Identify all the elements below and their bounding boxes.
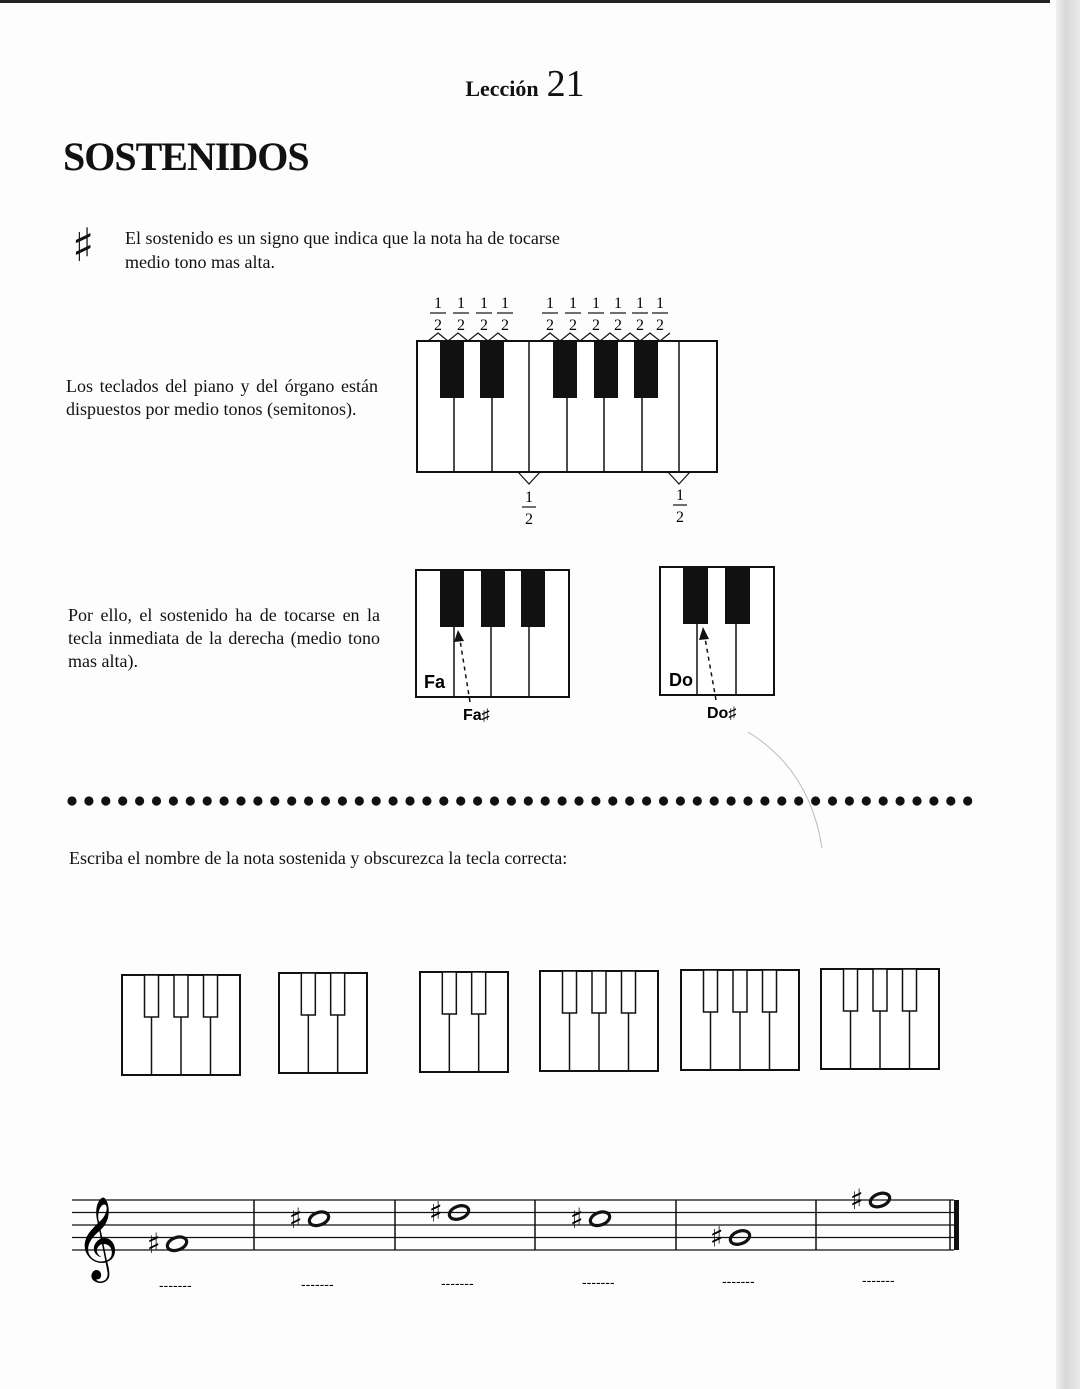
separator-dot <box>67 796 76 805</box>
separator-dot <box>84 796 93 805</box>
separator-dot <box>135 796 144 805</box>
black-key[interactable] <box>204 975 218 1017</box>
separator-dot <box>727 796 736 805</box>
separator-dot <box>811 796 820 805</box>
separator-dot <box>912 796 921 805</box>
sharp-symbol-icon: ♯ <box>72 218 95 272</box>
black-key[interactable] <box>592 971 606 1013</box>
separator-dot <box>220 796 229 805</box>
black-key[interactable] <box>903 969 917 1011</box>
lesson-number: 21 <box>546 63 585 105</box>
separator-dot <box>422 796 431 805</box>
semitone-keyboard <box>417 295 717 528</box>
answer-blank[interactable]: ------- <box>301 1276 334 1292</box>
exercise-keyboard[interactable] <box>540 971 658 1071</box>
black-key[interactable] <box>331 973 345 1015</box>
sharp-accidental-icon: ♯ <box>147 1226 161 1260</box>
separator-dot <box>642 796 651 805</box>
half-denominator: 2 <box>525 511 533 528</box>
black-key[interactable] <box>844 969 858 1011</box>
sharp-accidental-icon: ♯ <box>289 1201 303 1235</box>
exercise-keyboard[interactable] <box>279 973 367 1073</box>
separator-dot <box>405 796 414 805</box>
separator-dot <box>743 796 752 805</box>
separator-dot <box>625 796 634 805</box>
answer-blank[interactable]: ------- <box>441 1275 474 1291</box>
exercise-keyboards <box>122 969 939 1075</box>
do-sharp-example <box>660 567 822 848</box>
separator-dot <box>355 796 364 805</box>
exercise-keyboard[interactable] <box>681 970 799 1070</box>
half-numerator: 1 <box>434 295 442 312</box>
half-numerator: 1 <box>457 295 465 312</box>
separator-dot <box>794 796 803 805</box>
half-numerator: 1 <box>525 489 533 506</box>
separator-dot <box>169 796 178 805</box>
half-numerator: 1 <box>569 295 577 312</box>
separator-dot <box>710 796 719 805</box>
black-key[interactable] <box>301 973 315 1015</box>
answer-blank[interactable]: ------- <box>159 1277 192 1293</box>
separator-dot <box>541 796 550 805</box>
separator-dot <box>287 796 296 805</box>
separator-dot <box>118 796 127 805</box>
half-denominator: 2 <box>676 509 684 526</box>
example-sharp-label: Do♯ <box>707 705 737 722</box>
dotted-separator <box>67 796 972 805</box>
black-key[interactable] <box>145 975 159 1017</box>
separator-dot <box>439 796 448 805</box>
separator-dot <box>507 796 516 805</box>
separator-dot <box>608 796 617 805</box>
black-key[interactable] <box>704 970 718 1012</box>
separator-dot <box>659 796 668 805</box>
separator-dot <box>591 796 600 805</box>
exercise-keyboard[interactable] <box>122 975 240 1075</box>
separator-dot <box>862 796 871 805</box>
black-key[interactable] <box>873 969 887 1011</box>
example-natural-label: Fa <box>424 672 446 692</box>
black-key[interactable] <box>563 971 577 1013</box>
separator-dot <box>321 796 330 805</box>
sharp-accidental-icon: ♯ <box>710 1220 724 1254</box>
sharp-accidental-icon: ♯ <box>429 1195 443 1229</box>
half-numerator: 1 <box>676 487 684 504</box>
separator-dot <box>152 796 161 805</box>
keyboard-paragraph: Los teclados del piano y del órgano están dispuestos por medio tonos (semitonos). <box>66 376 378 419</box>
sharp-accidental-icon: ♯ <box>570 1201 584 1235</box>
separator-dot <box>456 796 465 805</box>
separator-dot <box>777 796 786 805</box>
half-denominator: 2 <box>614 317 622 334</box>
fa-sharp-example <box>416 570 569 724</box>
music-staff <box>72 1183 959 1293</box>
separator-dot <box>186 796 195 805</box>
example-sharp-label: Fa♯ <box>463 707 490 724</box>
half-denominator: 2 <box>569 317 577 334</box>
answer-blank[interactable]: ------- <box>722 1273 755 1289</box>
half-numerator: 1 <box>592 295 600 312</box>
separator-dot <box>338 796 347 805</box>
separator-dot <box>101 796 110 805</box>
black-key[interactable] <box>472 972 486 1014</box>
half-denominator: 2 <box>636 317 644 334</box>
separator-dot <box>270 796 279 805</box>
half-denominator: 2 <box>501 317 509 334</box>
half-denominator: 2 <box>480 317 488 334</box>
separator-dot <box>490 796 499 805</box>
separator-dot <box>372 796 381 805</box>
half-denominator: 2 <box>592 317 600 334</box>
separator-dot <box>760 796 769 805</box>
separator-dot <box>236 796 245 805</box>
separator-dot <box>676 796 685 805</box>
black-key[interactable] <box>174 975 188 1017</box>
separator-dot <box>929 796 938 805</box>
treble-clef-icon: 𝄞 <box>76 1195 119 1279</box>
black-key[interactable] <box>442 972 456 1014</box>
separator-dot <box>896 796 905 805</box>
half-numerator: 1 <box>480 295 488 312</box>
answer-blank[interactable]: ------- <box>582 1274 615 1290</box>
half-denominator: 2 <box>434 317 442 334</box>
separator-dot <box>389 796 398 805</box>
separator-dot <box>879 796 888 805</box>
separator-dot <box>524 796 533 805</box>
black-key[interactable] <box>622 971 636 1013</box>
lesson-label: Lección <box>465 76 539 101</box>
half-numerator: 1 <box>636 295 644 312</box>
separator-dot <box>693 796 702 805</box>
half-numerator: 1 <box>614 295 622 312</box>
answer-blank[interactable]: ------- <box>862 1272 895 1288</box>
exercise-instruction: Escriba el nombre de la nota sostenida y obscurezca la tecla correcta: <box>69 848 568 868</box>
half-denominator: 2 <box>656 317 664 334</box>
half-numerator: 1 <box>656 295 664 312</box>
exercise-keyboard[interactable] <box>420 972 508 1072</box>
separator-dot <box>845 796 854 805</box>
black-key[interactable] <box>733 970 747 1012</box>
example-natural-label: Do <box>669 670 693 690</box>
sharp-accidental-icon: ♯ <box>850 1183 864 1216</box>
separator-dot <box>574 796 583 805</box>
separator-dot <box>304 796 313 805</box>
exercise-keyboard[interactable] <box>821 969 939 1069</box>
page-title: SOSTENIDOS <box>63 134 309 179</box>
black-key[interactable] <box>763 970 777 1012</box>
half-numerator: 1 <box>546 295 554 312</box>
separator-dot <box>253 796 262 805</box>
half-denominator: 2 <box>457 317 465 334</box>
rule-paragraph: Por ello, el sostenido ha de tocarse en la tecla inmediata de la derecha (medio tono mas alta). <box>68 605 380 671</box>
separator-dot <box>963 796 972 805</box>
separator-dot <box>828 796 837 805</box>
separator-dot <box>558 796 567 805</box>
separator-dot <box>946 796 955 805</box>
intro-paragraph: El sostenido es un signo que indica que la nota ha de tocarse medio tono mas alta. <box>125 228 560 272</box>
separator-dot <box>473 796 482 805</box>
separator-dot <box>203 796 212 805</box>
half-numerator: 1 <box>501 295 509 312</box>
half-denominator: 2 <box>546 317 554 334</box>
